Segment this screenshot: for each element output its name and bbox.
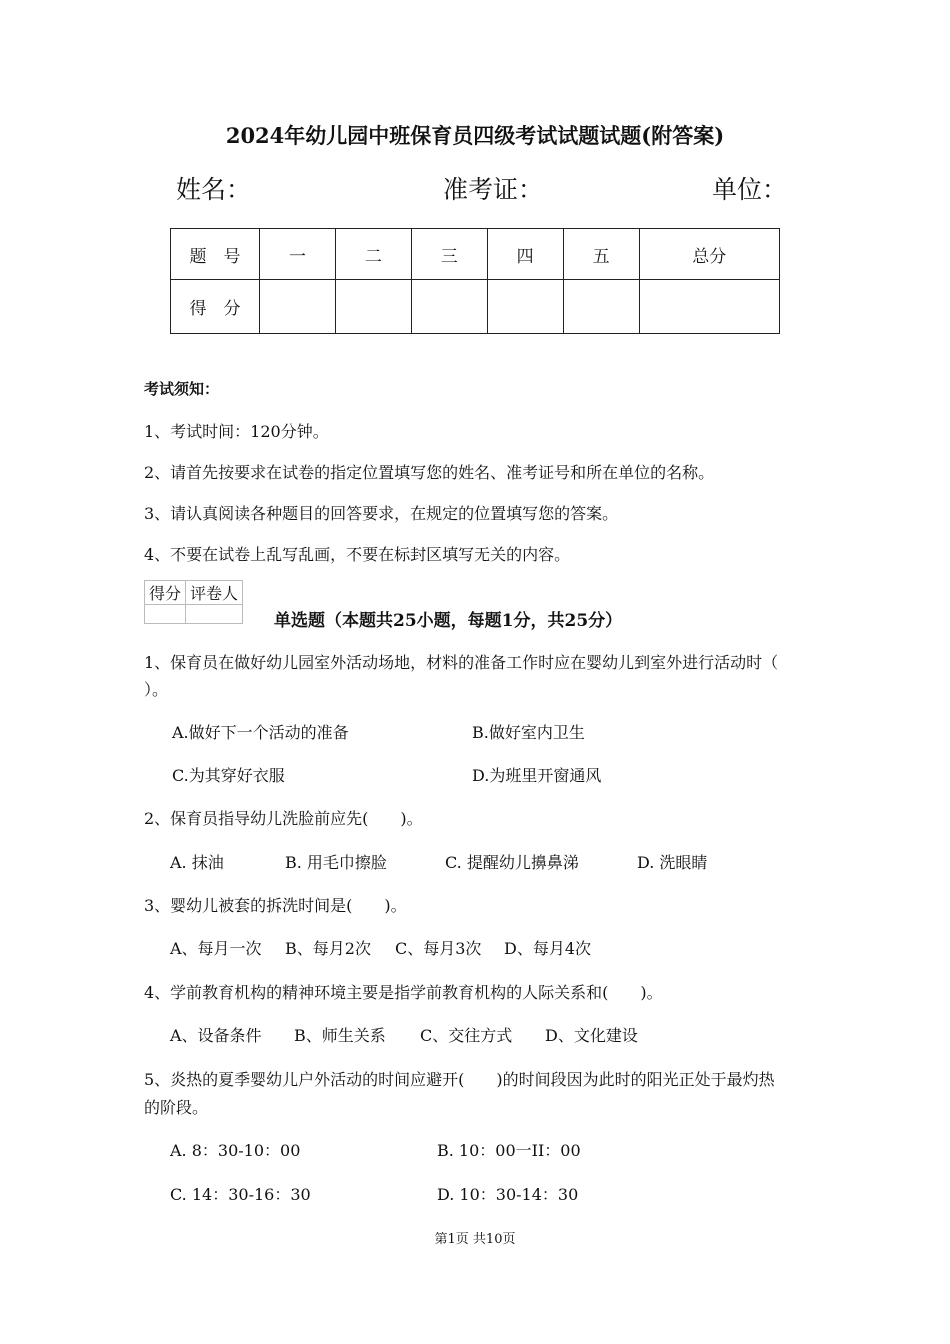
- score-cell[interactable]: [487, 280, 563, 334]
- question-4-option-c: C、交往方式: [420, 1026, 513, 1045]
- score-row-label: 得 分: [171, 280, 260, 334]
- question-3-option-b: B、每月2次: [285, 939, 371, 958]
- notice-heading: 考试须知：: [144, 380, 220, 398]
- grader-score-label: 得分: [145, 581, 186, 605]
- question-3-option-d: D、每月4次: [504, 939, 592, 958]
- question-1-stem-cont: ）。: [144, 680, 169, 699]
- score-header-4: 四: [487, 229, 563, 280]
- question-3-stem: 3、婴幼儿被套的拆洗时间是( )。: [144, 896, 407, 915]
- question-4-option-b: B、师生关系: [294, 1026, 386, 1045]
- notice-item: 1、考试时间：120分钟。: [144, 422, 329, 441]
- grader-reviewer-label: 评卷人: [186, 581, 243, 605]
- question-5-stem-cont: 的阶段。: [144, 1098, 209, 1117]
- question-2-option-c: C. 提醒幼儿擤鼻涕: [445, 853, 579, 872]
- notice-item: 2、请首先按要求在试卷的指定位置填写您的姓名、准考证号和所在单位的名称。: [144, 463, 715, 482]
- question-2-option-b: B. 用毛巾擦脸: [285, 853, 387, 872]
- grader-reviewer-cell[interactable]: [186, 605, 243, 624]
- exam-id-field-label: 准考证：: [443, 175, 544, 204]
- question-3-option-c: C、每月3次: [395, 939, 482, 958]
- name-field-label: 姓名：: [176, 175, 252, 204]
- question-5-stem: 5、炎热的夏季婴幼儿户外活动的时间应避开( )的时间段因为此时的阳光正处于最灼热: [144, 1070, 775, 1089]
- question-4-option-d: D、文化建设: [545, 1026, 638, 1045]
- question-1-option-a: A.做好下一个活动的准备: [172, 723, 349, 742]
- question-1-option-b: B.做好室内卫生: [472, 723, 585, 742]
- question-5-option-b: B. 10：00一II：00: [437, 1141, 581, 1160]
- score-cell[interactable]: [411, 280, 487, 334]
- section-title: 单选题（本题共25小题，每题1分，共25分）: [274, 611, 623, 631]
- question-5-option-a: A. 8：30-10：00: [170, 1141, 301, 1160]
- score-cell[interactable]: [639, 280, 779, 334]
- score-header-3: 三: [411, 229, 487, 280]
- question-2-stem: 2、保育员指导幼儿洗脸前应先( )。: [144, 809, 423, 828]
- question-4-option-a: A、设备条件: [170, 1026, 262, 1045]
- page-title: 2024年幼儿园中班保育员四级考试试题试题(附答案): [225, 123, 725, 148]
- notice-item: 3、请认真阅读各种题目的回答要求，在规定的位置填写您的答案。: [144, 504, 619, 523]
- question-1-option-c: C.为其穿好衣服: [172, 766, 285, 785]
- question-5-option-c: C. 14：30-16：30: [170, 1185, 311, 1204]
- question-4-stem: 4、学前教育机构的精神环境主要是指学前教育机构的人际关系和( )。: [144, 983, 663, 1002]
- page-footer: 第1页 共10页: [434, 1232, 516, 1247]
- question-2-option-d: D. 洗眼睛: [637, 853, 708, 872]
- score-header-total: 总分: [639, 229, 779, 280]
- score-cell[interactable]: [260, 280, 336, 334]
- score-header-5: 五: [563, 229, 639, 280]
- question-1-stem: 1、保育员在做好幼儿园室外活动场地，材料的准备工作时应在婴幼儿到室外进行活动时（: [144, 653, 779, 672]
- score-header-2: 二: [335, 229, 411, 280]
- question-1-option-d: D.为班里开窗通风: [472, 766, 602, 785]
- notice-item: 4、不要在试卷上乱写乱画，不要在标封区填写无关的内容。: [144, 545, 571, 564]
- grader-box: [144, 580, 243, 624]
- question-3-option-a: A、每月一次: [170, 939, 262, 958]
- score-cell[interactable]: [335, 280, 411, 334]
- score-header-1: 一: [260, 229, 336, 280]
- question-2-option-a: A. 抹油: [170, 853, 224, 872]
- grader-score-cell[interactable]: [145, 605, 186, 624]
- unit-field-label: 单位：: [712, 175, 788, 204]
- score-table: [170, 228, 780, 334]
- score-cell[interactable]: [563, 280, 639, 334]
- question-5-option-d: D. 10：30-14：30: [437, 1185, 579, 1204]
- score-header-label: 题 号: [171, 229, 260, 280]
